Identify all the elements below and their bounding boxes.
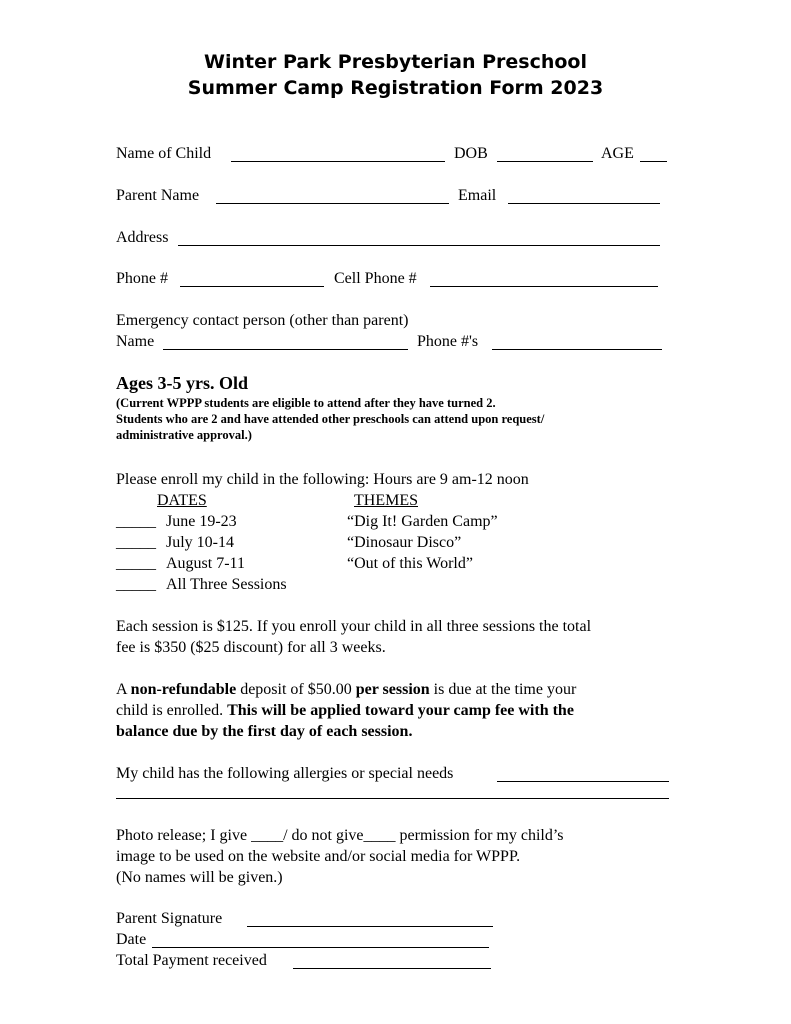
total-payment-label: Total Payment received	[116, 952, 267, 969]
session-all-blank[interactable]: _____	[116, 576, 156, 593]
photo-release-line-2: image to be used on the website and/or social media for WPPP.	[116, 848, 521, 865]
total-payment-field[interactable]	[293, 968, 491, 969]
parent-name-label: Parent Name	[116, 187, 200, 204]
session-1-date: June 19-23	[166, 513, 237, 530]
parent-name-field[interactable]	[216, 203, 449, 204]
ages-note-line-2: Students who are 2 and have attended other preschools can attend upon request/	[116, 412, 545, 426]
form-title-line-2: Summer Camp Registration Form 2023	[187, 77, 604, 99]
session-1-theme: “Dig It! Garden Camp”	[347, 513, 498, 530]
session-2-theme: “Dinosaur Disco”	[347, 534, 462, 551]
allergies-field-line-2[interactable]	[116, 798, 669, 799]
session-2-blank[interactable]: _____	[116, 534, 156, 551]
child-name-field[interactable]	[231, 161, 445, 162]
photo-give-blank[interactable]: ____	[251, 827, 284, 844]
age-label: AGE	[601, 145, 634, 162]
allergies-field[interactable]	[497, 781, 669, 782]
emergency-contact-heading: Emergency contact person (other than parent)	[116, 312, 409, 329]
deposit-line-3: balance due by the first day of each session.	[116, 723, 413, 740]
ages-note-line-3: administrative approval.)	[116, 428, 252, 442]
child-name-label: Name of Child	[116, 145, 212, 162]
age-field[interactable]	[640, 161, 667, 162]
dob-field[interactable]	[497, 161, 593, 162]
phone-field[interactable]	[180, 286, 324, 287]
allergies-label: My child has the following allergies or special needs	[116, 765, 454, 782]
fees-line-2: fee is $350 ($25 discount) for all 3 weeks.	[116, 639, 386, 656]
session-1-blank[interactable]: _____	[116, 513, 156, 530]
session-3-theme: “Out of this World”	[347, 555, 473, 572]
photo-release-line-1: Photo release; I give ____/ do not give____ permission for my child’s	[116, 827, 564, 844]
photo-not-give-blank[interactable]: ____	[363, 827, 396, 844]
emergency-phone-label: Phone #'s	[417, 333, 479, 350]
parent-signature-field[interactable]	[247, 926, 493, 927]
address-field[interactable]	[178, 245, 660, 246]
email-field[interactable]	[508, 203, 660, 204]
fees-line-1: Each session is $125. If you enroll your child in all three sessions the total	[116, 618, 592, 635]
emergency-name-label: Name	[116, 333, 155, 350]
date-label: Date	[116, 931, 147, 948]
emergency-name-field[interactable]	[163, 349, 408, 350]
phone-label: Phone #	[116, 270, 168, 287]
parent-signature-label: Parent Signature	[116, 910, 223, 927]
dob-label: DOB	[454, 145, 488, 162]
email-label: Email	[458, 187, 497, 204]
address-label: Address	[116, 229, 169, 246]
ages-heading: Ages 3-5 yrs. Old	[116, 373, 248, 393]
deposit-line-1: A non-refundable deposit of $50.00 per session is due at the time your	[116, 681, 577, 698]
emergency-phone-field[interactable]	[492, 349, 662, 350]
enroll-intro: Please enroll my child in the following: Hours are 9 am-12 noon	[116, 471, 529, 488]
photo-release-line-3: (No names will be given.)	[116, 869, 283, 886]
cell-phone-field[interactable]	[430, 286, 658, 287]
deposit-line-2: child is enrolled. This will be applied toward your camp fee with the	[116, 702, 574, 719]
session-all-date: All Three Sessions	[166, 576, 287, 593]
session-3-blank[interactable]: _____	[116, 555, 156, 572]
session-3-date: August 7-11	[166, 555, 245, 572]
dates-header: DATES	[157, 492, 207, 509]
cell-phone-label: Cell Phone #	[334, 270, 417, 287]
form-title-line-1: Winter Park Presbyterian Preschool	[204, 51, 587, 73]
themes-header: THEMES	[354, 492, 418, 509]
date-field[interactable]	[152, 947, 489, 948]
ages-note-line-1: (Current WPPP students are eligible to attend after they have turned 2.	[116, 396, 496, 410]
session-2-date: July 10-14	[166, 534, 234, 551]
